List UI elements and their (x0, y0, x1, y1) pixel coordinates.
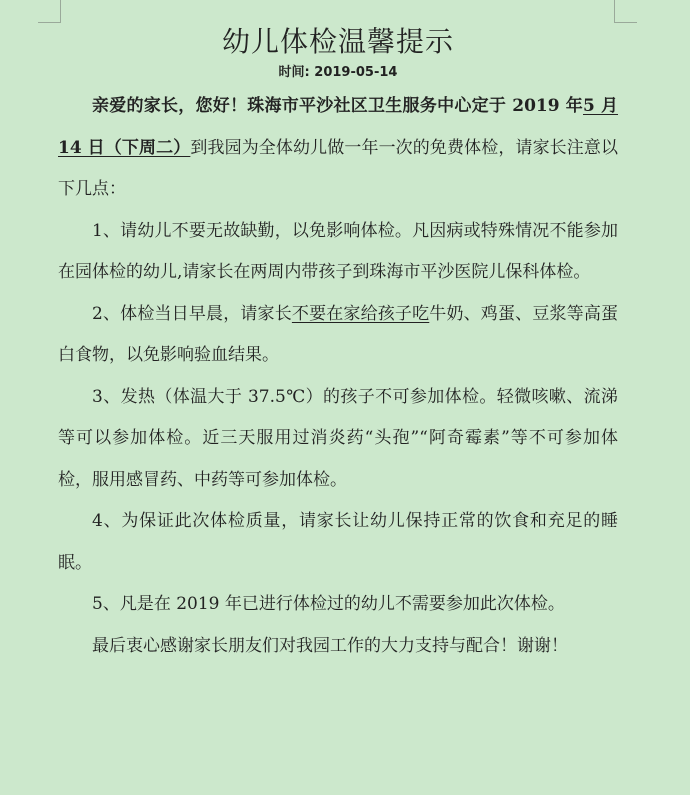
item-3-paragraph: 3、发热（体温大于 37.5℃）的孩子不可参加体检。轻微咳嗽、流涕等可以参加体检。近三天服用过消炎药“头孢”“阿奇霉素”等不可参加体检，服用感冒药、中药等可参加体检。 (58, 386, 618, 490)
document-title: 幼儿体检温馨提示 (221, 25, 454, 58)
page-corner-mark-right (614, 0, 637, 23)
item-2-text-b: 牛奶、鸡蛋、豆浆等高蛋白食物，以免影响验血结果。 (58, 303, 619, 365)
intro-exam-date: 5 月 14 日（下周二） (58, 96, 619, 158)
item-2-paragraph (58, 294, 618, 377)
item-1-paragraph: 1、请幼儿不要无故缺勤，以免影响体检。凡因病或特殊情况不能参加在园体检的幼儿,请家长在两周内带孩子到珠海市平沙医院儿保科体检。 (58, 220, 618, 282)
item-5-paragraph: 5、凡是在 2019 年已进行体检过的幼儿不需要参加此次体检。 (92, 594, 565, 614)
item-2-underlined-text: 不要在家给孩子吃 (291, 303, 430, 324)
document-body[interactable] (58, 22, 618, 667)
item-4-paragraph: 4、为保证此次体检质量，请家长让幼儿保持正常的饮食和充足的睡眠。 (58, 511, 618, 573)
item-2-text-a: 2、体检当日早晨，请家长 (92, 303, 292, 324)
intro-bold-text: 亲爱的家长，您好！珠海市平沙社区卫生服务中心定于 2019 年 (92, 96, 583, 116)
date-label: 时间: (278, 65, 310, 80)
closing-paragraph: 最后衷心感谢家长朋友们对我园工作的大力支持与配合！谢谢！ (92, 635, 568, 656)
date-value: 2019-05-14 (314, 65, 398, 80)
intro-paragraph (58, 86, 618, 211)
intro-rest-text: 到我园为全体幼儿做一年一次的免费体检，请家长注意以下几点： (58, 137, 619, 199)
date-line (58, 64, 618, 82)
page-corner-mark-left (38, 0, 61, 23)
